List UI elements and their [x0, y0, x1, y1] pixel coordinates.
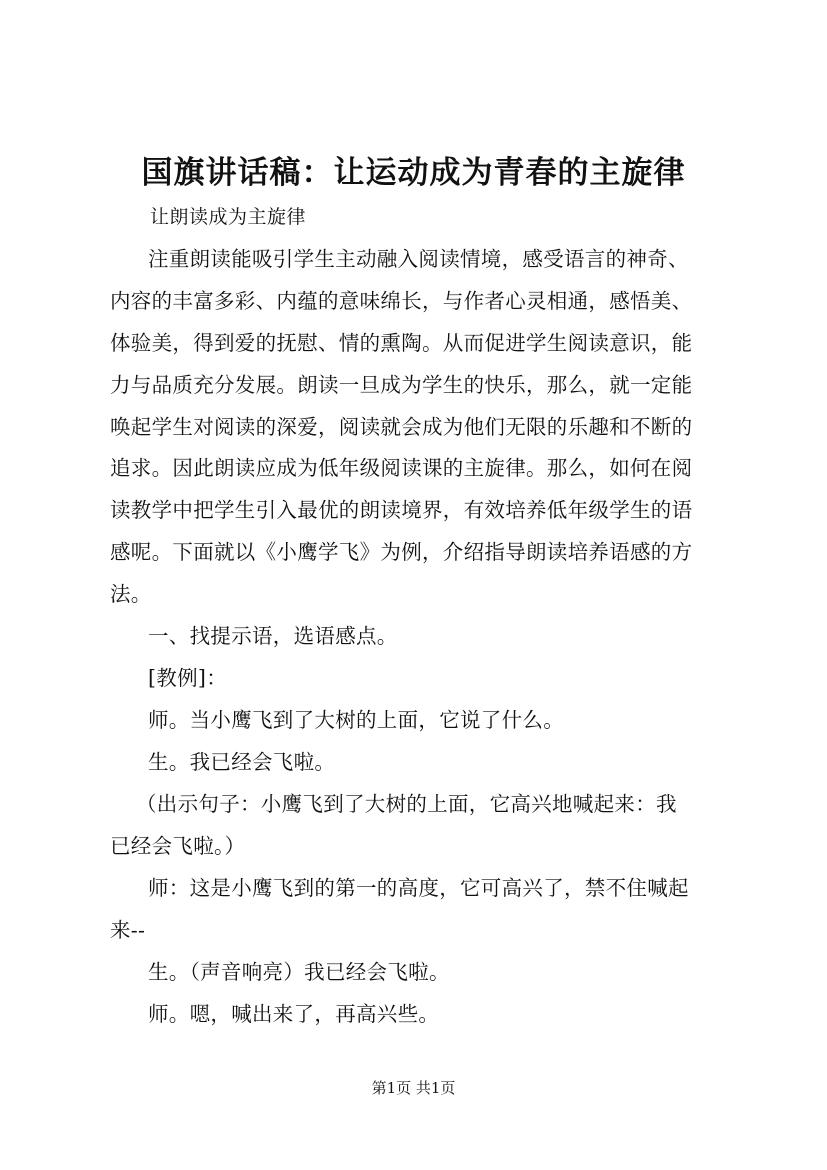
paragraph-line: 体验美，得到爱的抚慰、情的熏陶。从而促进学生阅读意识，能 — [110, 331, 693, 355]
paragraph-line: 已经会飞啦。） — [110, 834, 246, 858]
paragraph-line: 生。我已经会飞啦。 — [148, 750, 336, 774]
paragraph-line: （出示句子：小鹰飞到了大树的上面，它高兴地喊起来：我 — [136, 792, 677, 816]
paragraph-line: 师：这是小鹰飞到的第一的高度，它可高兴了，禁不住喊起 — [148, 876, 689, 900]
paragraph-line: 来-- — [110, 918, 146, 942]
document-title: 国旗讲话稿：让运动成为青春的主旋律 — [141, 155, 686, 191]
paragraph-line: 生。（声音响亮）我已经会飞啦。 — [148, 960, 450, 984]
paragraph-line: [教例]： — [148, 666, 227, 690]
paragraph-line: 法。 — [110, 582, 152, 606]
paragraph-line: 力与品质充分发展。朗读一旦成为学生的快乐，那么，就一定能 — [110, 373, 693, 397]
paragraph-line: 追求。因此朗读应成为低年级阅读课的主旋律。那么，如何在阅 — [110, 456, 693, 480]
section-heading: 一、找提示语，选语感点。 — [148, 624, 398, 648]
page-footer: 第1页 共1页 — [371, 1079, 456, 1097]
paragraph-line: 师。嗯，喊出来了，再高兴些。 — [148, 1002, 440, 1026]
paragraph-line: 感呢。下面就以《小鹰学飞》为例，介绍指导朗读培养语感的方 — [110, 540, 693, 564]
paragraph-line: 注重朗读能吸引学生主动融入阅读情境，感受语言的神奇、 — [148, 247, 689, 271]
paragraph-line: 读教学中把学生引入最优的朗读境界，有效培养低年级学生的语 — [110, 498, 693, 522]
paragraph-line: 唤起学生对阅读的深爱，阅读就会成为他们无限的乐趣和不断的 — [110, 415, 693, 439]
paragraph-line: 师。当小鹰飞到了大树的上面，它说了什么。 — [148, 708, 564, 732]
document-subtitle: 让朗读成为主旋律 — [150, 206, 307, 228]
paragraph-line: 内容的丰富多彩、内蕴的意味绵长，与作者心灵相通，感悟美、 — [110, 289, 693, 313]
